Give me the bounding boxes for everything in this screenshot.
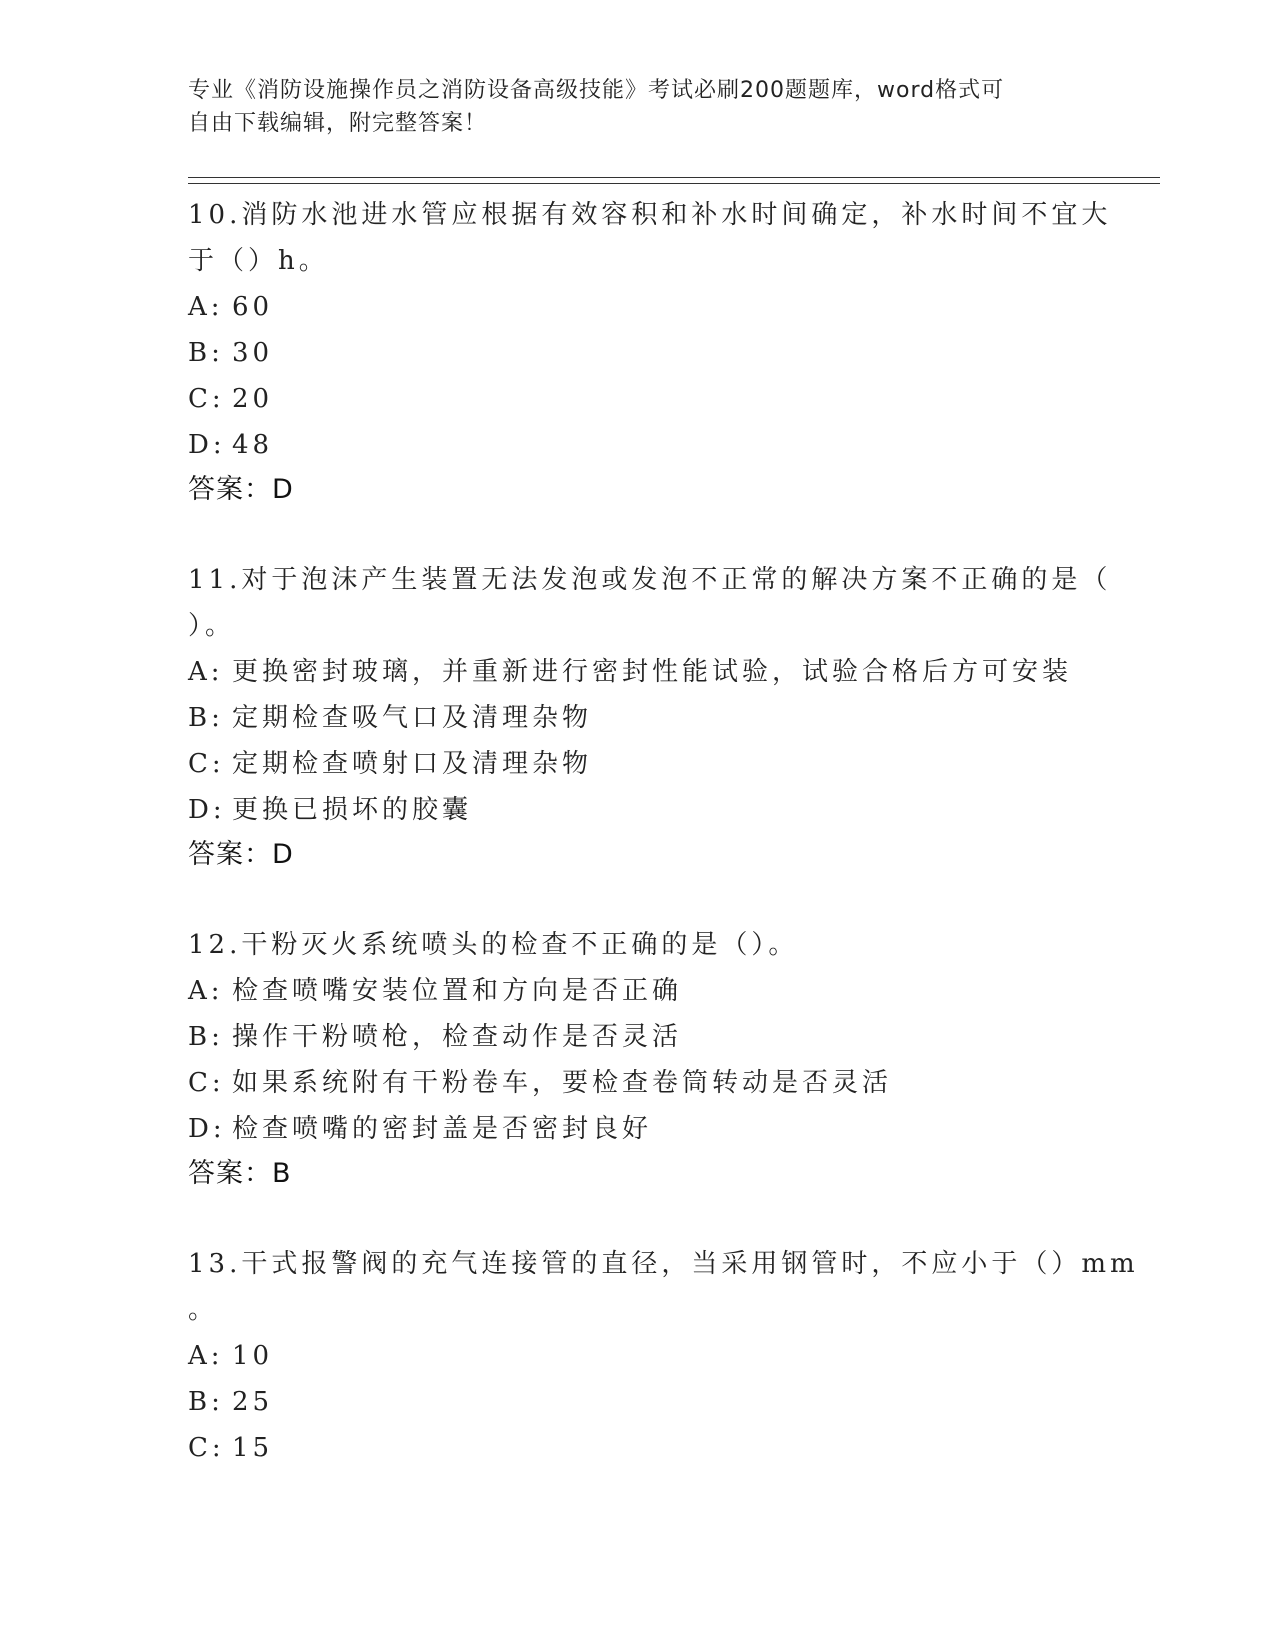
- option-letter: C:: [188, 1433, 225, 1463]
- question-list: [188, 192, 1139, 1471]
- option-d: [188, 787, 1088, 833]
- option-letter: B:: [188, 703, 224, 733]
- option-text: 操作干粉喷枪，检查动作是否灵活: [232, 1022, 683, 1052]
- option-b: [188, 1379, 1088, 1425]
- answer-line: 答案：D: [188, 474, 294, 505]
- document-header: [188, 74, 1068, 140]
- option-a: [188, 284, 1088, 330]
- option-text: 10: [232, 1341, 274, 1371]
- option-text: 48: [232, 430, 274, 460]
- question-text-line: 于（）h。: [188, 246, 329, 276]
- option-a: [188, 968, 1088, 1014]
- question-11: [188, 557, 1112, 877]
- option-c: [188, 1425, 1088, 1471]
- option-letter: B:: [188, 1387, 224, 1417]
- question-spacer: [188, 877, 1088, 922]
- header-divider-bottom: [188, 183, 1160, 184]
- option-letter: D:: [188, 1114, 226, 1144]
- question-10: [188, 192, 1112, 512]
- option-text: 更换已损坏的胶囊: [232, 795, 473, 825]
- option-letter: A:: [188, 292, 224, 322]
- option-text: 15: [232, 1433, 274, 1463]
- option-letter: B:: [188, 1022, 224, 1052]
- option-text: 检查喷嘴的密封盖是否密封良好: [232, 1114, 653, 1144]
- question-text-line: 12.干粉灭火系统喷头的检查不正确的是（）。: [188, 930, 799, 960]
- option-a: [188, 1333, 1088, 1379]
- option-text: 25: [232, 1387, 274, 1417]
- option-d: [188, 1106, 1088, 1152]
- option-text: 30: [232, 338, 274, 368]
- option-letter: C:: [188, 384, 225, 414]
- option-text: 如果系统附有干粉卷车，要检查卷筒转动是否灵活: [232, 1068, 893, 1098]
- option-c: [188, 376, 1088, 422]
- option-a: [188, 649, 1088, 695]
- header-line-2: 自由下载编辑，附完整答案！: [188, 111, 488, 136]
- header-divider-top: [188, 177, 1160, 178]
- option-text: 定期检查喷射口及清理杂物: [232, 749, 593, 779]
- answer-line: 答案：B: [188, 1158, 292, 1189]
- question-text-line: ）。: [188, 611, 236, 641]
- option-c: [188, 1060, 1088, 1106]
- option-text: 更换密封玻璃，并重新进行密封性能试验，试验合格后方可安装: [232, 657, 1073, 687]
- question-text-line: 。: [188, 1295, 219, 1325]
- option-text: 20: [232, 384, 274, 414]
- question-12: [188, 922, 1088, 1196]
- option-text: 60: [232, 292, 274, 322]
- answer-line: 答案：D: [188, 839, 294, 870]
- option-letter: A:: [188, 657, 224, 687]
- question-text-line: 13.干式报警阀的充气连接管的直径，当采用钢管时，不应小于（）mm: [188, 1249, 1139, 1279]
- option-letter: A:: [188, 976, 224, 1006]
- option-c: [188, 741, 1088, 787]
- question-text-line: 11.对于泡沫产生装置无法发泡或发泡不正常的解决方案不正确的是（: [188, 565, 1112, 595]
- option-b: [188, 330, 1088, 376]
- question-spacer: [188, 1196, 1088, 1241]
- question-spacer: [188, 512, 1088, 557]
- option-letter: B:: [188, 338, 224, 368]
- question-13: [188, 1241, 1139, 1471]
- header-line-1: 专业《消防设施操作员之消防设备高级技能》考试必刷200题题库，word格式可: [188, 78, 1005, 103]
- question-text-line: 10.消防水池进水管应根据有效容积和补水时间确定，补水时间不宜大: [188, 200, 1112, 230]
- option-text: 定期检查吸气口及清理杂物: [232, 703, 593, 733]
- option-b: [188, 1014, 1088, 1060]
- option-letter: C:: [188, 1068, 225, 1098]
- option-letter: D:: [188, 795, 226, 825]
- option-letter: A:: [188, 1341, 224, 1371]
- option-letter: D:: [188, 430, 226, 460]
- option-text: 检查喷嘴安装位置和方向是否正确: [232, 976, 683, 1006]
- option-d: [188, 422, 1088, 468]
- option-b: [188, 695, 1088, 741]
- option-letter: C:: [188, 749, 225, 779]
